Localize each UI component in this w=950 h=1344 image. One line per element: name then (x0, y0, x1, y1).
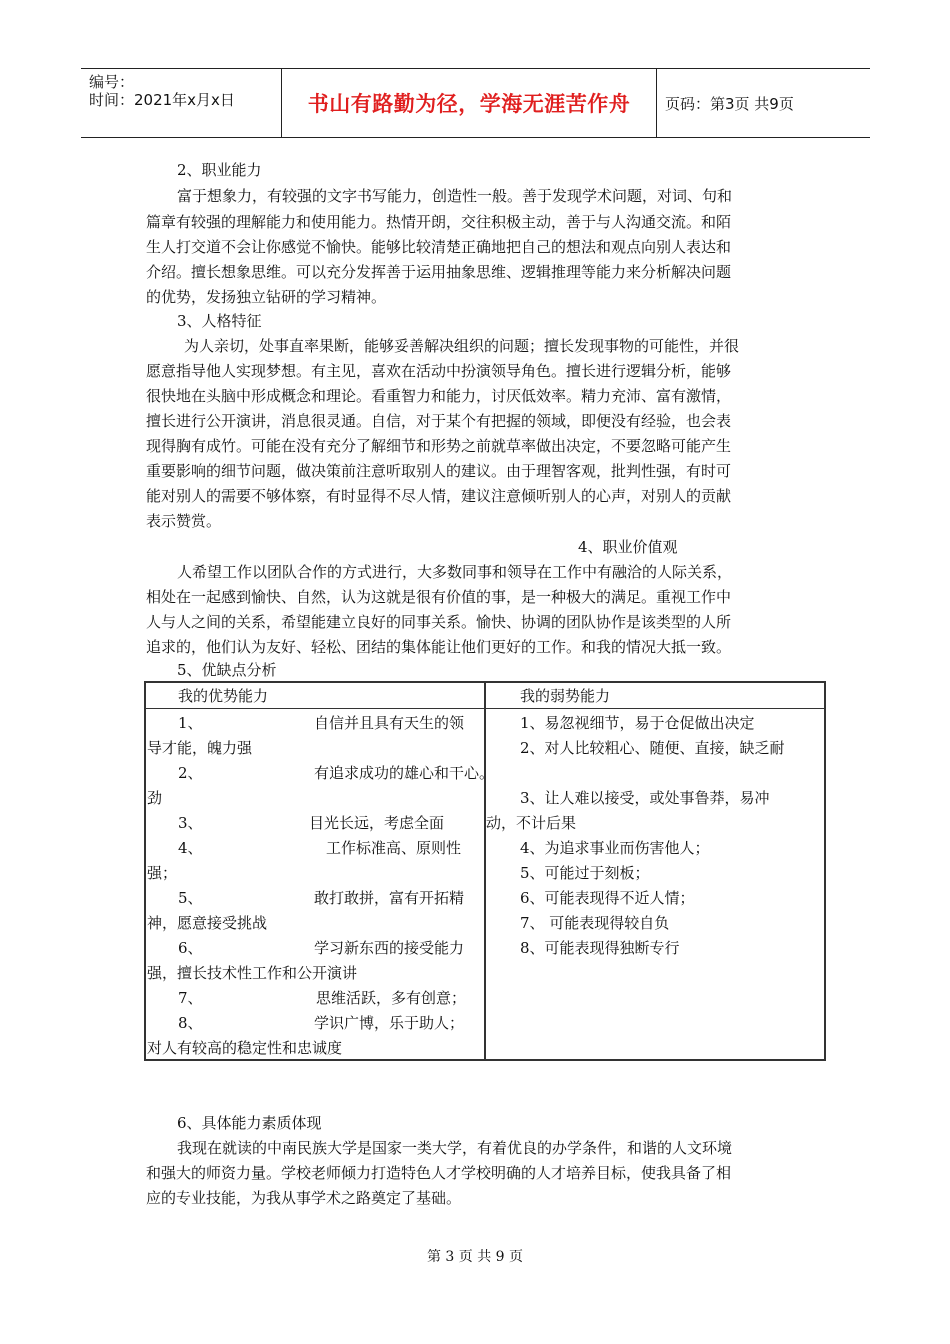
weakness-item: 动，不计后果 (486, 814, 577, 832)
strength-cont: 神，愿意接受挑战 (147, 914, 268, 932)
strength-cont: 对人有较高的稳定性和忠诚度 (147, 1039, 343, 1057)
header-page-info: 页码：第3页 共9页 (665, 94, 794, 113)
paragraph-line: 我现在就读的中南民族大学是国家一类大学，有着优良的办学条件，和谐的人文环境 (177, 1139, 733, 1157)
section-6-title: 6、具体能力素质体现 (177, 1114, 322, 1132)
paragraph-line: 介绍。擅长想象思维。可以充分发挥善于运用抽象思维、逻辑推理等能力来分析解决问题 (146, 263, 732, 281)
strengths-weaknesses-table (144, 681, 826, 1061)
paragraph-line: 富于想象力，有较强的文字书写能力，创造性一般。善于发现学术问题，对词、句和 (177, 187, 733, 205)
strength-num: 5、 (178, 889, 203, 907)
strength-cont: 导才能，魄力强 (147, 739, 253, 757)
section-3-title: 3、人格特征 (177, 312, 262, 330)
section-5-title: 5、优缺点分析 (177, 661, 277, 679)
page-header (81, 68, 870, 138)
strength-num: 1、 (178, 714, 203, 732)
paragraph-line: 追求的，他们认为友好、轻松、团结的集体能让他们更好的工作。和我的情况大抵一致。 (146, 638, 732, 656)
strength-num: 3、 (178, 814, 203, 832)
strength-text: 目光长远，考虑全面 (309, 814, 445, 832)
paragraph-line: 表示赞赏。 (146, 512, 222, 530)
paragraph-line: 人希望工作以团队合作的方式进行，大多数同事和领导在工作中有融洽的人际关系， (177, 563, 733, 581)
section-4-title: 4、职业价值观 (578, 538, 678, 556)
strength-text: 学识广博，乐于助人； (314, 1014, 465, 1032)
strength-num: 8、 (178, 1014, 203, 1032)
strength-text: 自信并且具有天生的领 (314, 714, 465, 732)
table-header-strengths: 我的优势能力 (178, 687, 269, 705)
weakness-item: 1、易忽视细节，易于仓促做出决定 (520, 714, 755, 732)
weakness-item: 6、可能表现得不近人情； (520, 889, 695, 907)
strength-text: 有追求成功的雄心和干心。 (314, 764, 495, 782)
paragraph-line: 的优势，发扬独立钻研的学习精神。 (146, 288, 387, 306)
strength-text: 学习新东西的接受能力 (314, 939, 465, 957)
paragraph-line: 篇章有较强的理解能力和使用能力。热情开朗，交往积极主动，善于与人沟通交流。和陌 (146, 213, 732, 231)
paragraph-line: 人与人之间的关系，希望能建立良好的同事关系。愉快、协调的团队协作是该类型的人所 (146, 613, 732, 631)
strength-cont: 强； (147, 864, 178, 882)
header-page-cell (657, 69, 870, 137)
paragraph-line: 相处在一起感到愉快、自然，认为这就是很有价值的事，是一种极大的满足。重视工作中 (146, 588, 732, 606)
strength-num: 7、 (178, 989, 203, 1007)
paragraph-line: 很快地在头脑中形成概念和理论。看重智力和能力，讨厌低效率。精力充沛、富有激情， (146, 387, 732, 405)
paragraph-line: 愿意指导他人实现梦想。有主见，喜欢在活动中扮演领导角色。擅长进行逻辑分析，能够 (146, 362, 732, 380)
strength-num: 6、 (178, 939, 203, 957)
weakness-item: 3、让人难以接受，或处事鲁莽，易冲 (520, 789, 770, 807)
weakness-item: 8、可能表现得独断专行 (520, 939, 680, 957)
strength-num: 2、 (178, 764, 203, 782)
number-label: 编号： (89, 73, 135, 91)
weakness-item: 4、为追求事业而伤害他人； (520, 839, 710, 857)
header-meta-cell (81, 69, 282, 137)
paragraph-line: 重要影响的细节问题，做决策前注意听取别人的建议。由于理智客观，批判性强，有时可 (146, 462, 732, 480)
strength-num: 4、 (178, 839, 203, 857)
time-label: 时间：2021年x月x日 (89, 91, 235, 109)
weakness-item: 2、对人比较粗心、随便、直接，缺乏耐 (520, 739, 785, 757)
page-footer: 第 3 页 共 9 页 (426, 1249, 524, 1265)
paragraph-line: 擅长进行公开演讲，消息很灵通。自信，对于某个有把握的领域，即便没有经验，也会表 (146, 412, 732, 430)
paragraph-line: 为人亲切，处事直率果断，能够妥善解决组织的问题；擅长发现事物的可能性，并很 (184, 337, 740, 355)
weakness-item: 7、 可能表现得较自负 (520, 914, 670, 932)
header-motto: 书山有路勤为径，学海无涯苦作舟 (282, 69, 657, 137)
strength-text: 工作标准高、原则性 (326, 839, 462, 857)
strength-cont: 劲 (147, 789, 163, 807)
paragraph-line: 生人打交道不会让你感觉不愉快。能够比较清楚正确地把自己的想法和观点向别人表达和 (146, 238, 732, 256)
strength-text: 敢打敢拼，富有开拓精 (314, 889, 465, 907)
paragraph-line: 现得胸有成竹。可能在没有充分了解细节和形势之前就草率做出决定，不要忽略可能产生 (146, 437, 732, 455)
paragraph-line: 能对别人的需要不够体察，有时显得不尽人情，建议注意倾听别人的心声，对别人的贡献 (146, 487, 732, 505)
table-header-weaknesses: 我的弱势能力 (520, 687, 611, 705)
strength-text: 思维活跃，多有创意； (316, 989, 467, 1007)
strength-cont: 强，擅长技术性工作和公开演讲 (147, 964, 358, 982)
paragraph-line: 应的专业技能，为我从事学术之路奠定了基础。 (146, 1189, 462, 1207)
table-divider (484, 683, 486, 1059)
section-2-title: 2、职业能力 (177, 161, 262, 179)
paragraph-line: 和强大的师资力量。学校老师倾力打造特色人才学校明确的人才培养目标，使我具备了相 (146, 1164, 732, 1182)
weakness-item: 5、可能过于刻板； (520, 864, 650, 882)
